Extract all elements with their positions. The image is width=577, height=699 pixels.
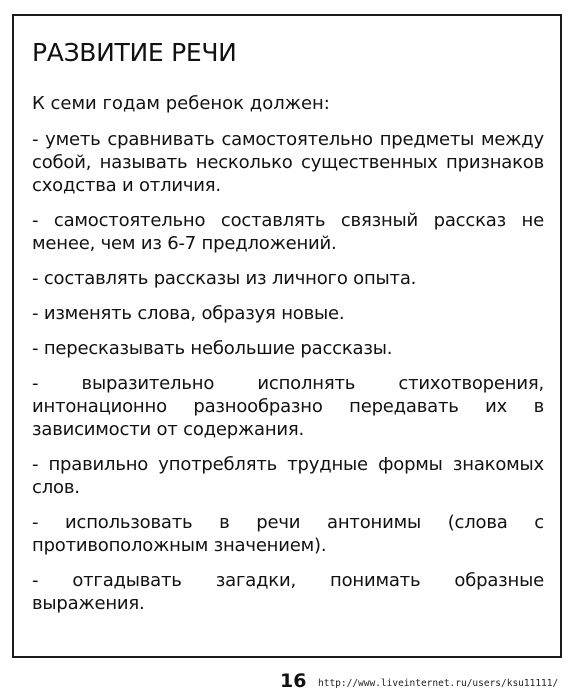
list-item-story: - самостоятельно составлять связный рассказ не менее, чем из 6-7 предложений. [32,210,544,254]
list-item-word-forms: - правильно употреблять трудные формы знакомых слов. [32,454,544,498]
list-item-riddles: - отгадывать загадки, понимать образные выражения. [32,570,544,614]
list-item-compare: - уметь сравнивать самостоятельно предметы между собой, называть несколько существенных признаков сходства и отличия. [32,129,544,196]
page-number: 16 [280,670,307,692]
intro-text: К семи годам ребенок должен: [32,93,330,114]
list-item-retelling: - пересказывать небольшие рассказы. [32,338,393,359]
list-item-word-forming: - изменять слова, образуя новые. [32,303,345,324]
list-item-poems: - выразительно исполнять стихотворения, интонационно разнообразно передавать их в зависимости от содержания. [32,373,544,440]
content-box [12,14,562,658]
list-item-antonyms: - использовать в речи антонимы (слова с противоположным значением). [32,512,544,556]
list-item-personal-experience: - составлять рассказы из личного опыта. [32,268,417,289]
watermark-url: http://www.liveinternet.ru/users/ksu11111/ [318,678,559,689]
page-title: РАЗВИТИЕ РЕЧИ [32,38,237,67]
